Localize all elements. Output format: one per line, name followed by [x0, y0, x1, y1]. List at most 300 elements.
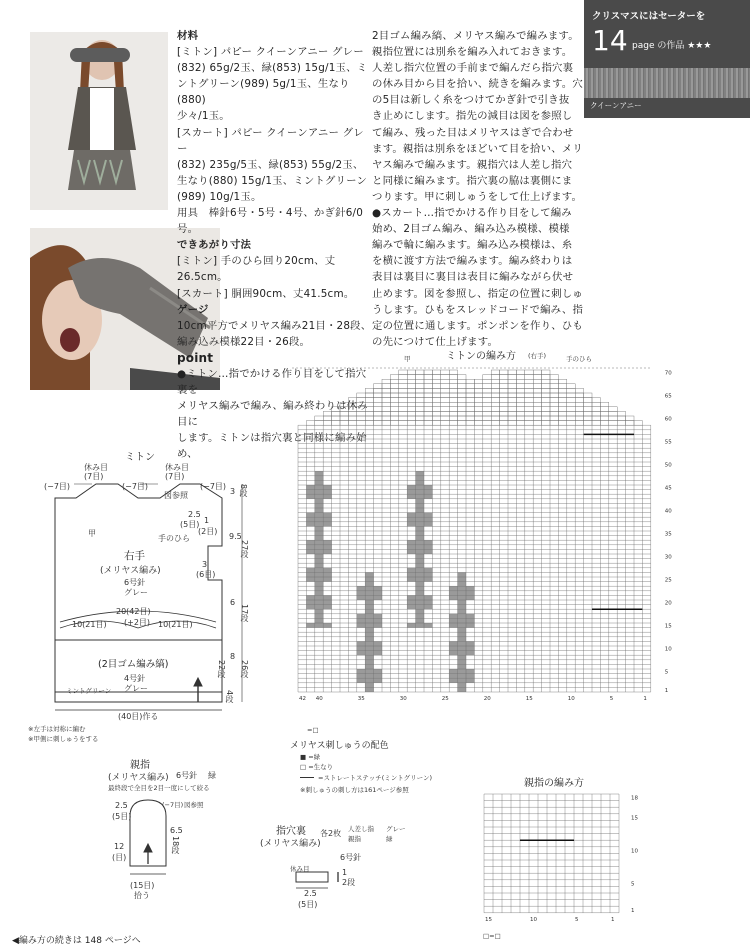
chart-fill-cell: [416, 549, 424, 554]
thumb-h1s: 18段: [171, 836, 180, 855]
finger-hole-rows-b: 2段: [342, 878, 356, 887]
chart-thumb-row-label: 1: [631, 907, 635, 914]
mitten-h5a: 22段: [217, 660, 226, 679]
chart-fill-cell: [365, 582, 373, 587]
mitten-h3a: 6: [230, 598, 236, 607]
chart-fill-cell: [416, 595, 424, 600]
chart-fill-cell: [306, 494, 314, 499]
chart-fill-cell: [449, 614, 457, 619]
chart-fill-cell: [449, 595, 457, 600]
chart-main-row-label: 35: [664, 531, 672, 538]
materials-skirt-4: (989) 10g/1玉。: [177, 190, 262, 203]
mitten-color-rib: グレー: [124, 684, 148, 693]
chart-fill-cell: [357, 669, 365, 674]
chart-fill-cell: [365, 687, 373, 692]
chart-fill-cell: [374, 586, 382, 591]
chart-fill-cell: [416, 471, 424, 476]
chart-fill-cell: [424, 517, 432, 522]
chart-main-col-label: 1: [643, 696, 647, 702]
chart-fill-cell: [315, 609, 323, 614]
materials-skirt-3: 生なり(880) 15g/1玉、ミントグリーン: [177, 174, 368, 187]
chart-main-legend-2: □ =生なり: [300, 763, 334, 771]
chart-fill-cell: [458, 660, 466, 665]
footer-continue[interactable]: ◀編み方の続きは 148 ページへ: [12, 936, 141, 946]
instructions-column: [372, 28, 584, 350]
chart-fill-cell: [407, 490, 415, 495]
mitten-width-mid: (+2目): [124, 618, 151, 627]
chart-fill-cell: [416, 536, 424, 541]
chart-fill-cell: [315, 490, 323, 495]
chart-fill-cell: [357, 641, 365, 646]
chart-fill-cell: [458, 655, 466, 660]
thumb-bottom2: 拾う: [134, 891, 150, 900]
chart-fill-cell: [466, 646, 474, 651]
chart-main-legend-1: ■ =緑: [300, 753, 321, 761]
mitten-d3s: (6目): [196, 570, 216, 579]
mitten-needle-main: 6号針: [124, 578, 146, 587]
materials-tools: 用具 棒針6号・5号・4号、かぎ針6/0号。: [177, 207, 364, 236]
chart-fill-cell: [416, 618, 424, 623]
chart-fill-cell: [449, 674, 457, 679]
chart-fill-cell: [323, 568, 331, 573]
chart-fill-cell: [315, 549, 323, 554]
chart-fill-cell: [323, 494, 331, 499]
thumb-needle: 6号針: [176, 771, 198, 780]
chart-fill-cell: [458, 605, 466, 610]
chart-fill-cell: [306, 517, 314, 522]
thumb-chart-lines: [484, 794, 619, 913]
thumb-ref: 図参照: [184, 801, 204, 809]
chart-fill-cell: [315, 517, 323, 522]
chart-fill-cell: [374, 651, 382, 656]
chart-fill-cell: [416, 494, 424, 499]
chart-fill-cell: [416, 499, 424, 504]
chart-fill-cell: [449, 646, 457, 651]
chart-fill-cell: [374, 646, 382, 651]
chart-fill-cell: [315, 595, 323, 600]
chart-fill-cell: [374, 678, 382, 683]
instruction-line: ヤス編みで編みます。親指穴は人差し指穴: [372, 158, 573, 171]
chart-fill-cell: [315, 480, 323, 485]
chart-fill-cell: [407, 572, 415, 577]
chart-fill-cell: [365, 628, 373, 633]
chart-thumb-col-label: 10: [530, 916, 537, 923]
mitten-width-half-r: 10(21目): [158, 620, 193, 629]
chart-fill-cell: [466, 678, 474, 683]
chart-fill-cell: [315, 476, 323, 481]
point-line-1: ●ミトン…指でかける作り目をして指穴裏を: [177, 367, 367, 397]
mitten-back: 甲: [88, 529, 96, 538]
chart-fill-cell: [374, 674, 382, 679]
chart-main-legend-empty: =□: [307, 726, 319, 734]
chart-fill-cell: [466, 669, 474, 674]
thumb-title: 親指: [130, 760, 150, 771]
chart-fill-cell: [365, 609, 373, 614]
chart-fill-cell: [407, 513, 415, 518]
yarn-name: クイーンアニー: [590, 101, 642, 110]
size-heading: できあがり寸法: [177, 239, 252, 252]
header-page-num: 14: [592, 24, 628, 57]
instruction-line: 人差し指穴位置の手前まで編んだら指穴裏: [372, 62, 574, 75]
chart-fill-cell: [424, 572, 432, 577]
chart-main-col-label: 15: [525, 696, 533, 702]
chart-fill-cell: [323, 577, 331, 582]
mitten-d3: 3: [202, 560, 208, 569]
chart-fill-cell: [323, 549, 331, 554]
chart-fill-cell: [449, 641, 457, 646]
thumb-dec: (−7目): [162, 801, 184, 809]
chart-fill-cell: [416, 559, 424, 564]
chart-fill-cell: [323, 490, 331, 495]
materials-mitten-4: 少々/1玉。: [177, 110, 230, 123]
thumb-w1: 2.5: [115, 801, 128, 810]
chart-fill-cell: [458, 637, 466, 642]
chart-fill-cell: [365, 683, 373, 688]
mitten-h1a: 3: [230, 487, 236, 496]
chart-fill-cell: [357, 614, 365, 619]
yarn-sample: [584, 68, 750, 98]
chart-fill-cell: [416, 605, 424, 610]
finger-hole-rest: 休み目: [290, 865, 310, 873]
mitten-mint: ミントグリーン: [66, 687, 112, 695]
chart-fill-cell: [458, 595, 466, 600]
chart-fill-cell: [365, 646, 373, 651]
main-chart-grid: [290, 360, 710, 725]
chart-fill-cell: [424, 513, 432, 518]
finger-hole-count: 各2枚: [320, 829, 342, 838]
chart-fill-cell: [416, 614, 424, 619]
chart-fill-cell: [315, 600, 323, 605]
chart-fill-cell: [315, 554, 323, 559]
mitten-h2b: 27段: [240, 540, 249, 559]
chart-fill-cell: [323, 513, 331, 518]
mitten-schematic-title: ミトン: [125, 452, 155, 463]
chart-fill-cell: [424, 545, 432, 550]
chart-fill-cell: [365, 605, 373, 610]
thumb-w1s: (5目): [112, 812, 132, 821]
chart-fill-cell: [416, 490, 424, 495]
chart-fill-cell: [315, 586, 323, 591]
instruction-line: き止めにします。指先の減目は図を参照し: [372, 110, 573, 123]
thumb-note: 最終段で全目を2目一度にして絞る: [108, 784, 210, 792]
photo-model-full: [30, 32, 168, 210]
mitten-h5b: 4段: [225, 690, 234, 704]
instruction-line: 定の位置に通します。ポンポンを作り、ひも: [372, 319, 583, 332]
chart-fill-cell: [458, 669, 466, 674]
materials-skirt-2: (832) 235g/5玉、緑(853) 55g/2玉、: [177, 158, 364, 171]
chart-thumb-col-label: 1: [611, 916, 615, 923]
thumb-bottom: (15目): [130, 881, 155, 890]
mitten-width-half-l: 10(21目): [72, 620, 107, 629]
chart-fill-cell: [315, 503, 323, 508]
instruction-line: 編みで輪に編みます。編み込み模様は、糸: [372, 239, 573, 252]
chart-fill-cell: [449, 623, 457, 628]
main-chart-lines: [298, 425, 651, 692]
chart-main-back: 甲: [404, 355, 411, 363]
chart-fill-cell: [323, 605, 331, 610]
mitten-d1: 2.5: [188, 510, 201, 519]
materials-heading: 材料: [177, 30, 199, 42]
instruction-line: ●スカート…指でかける作り目をして編み: [372, 207, 572, 220]
chart-fill-cell: [416, 568, 424, 573]
instruction-line: を横に渡す方法で編みます。編み終わりは: [372, 255, 573, 268]
chart-fill-cell: [416, 545, 424, 550]
chart-fill-cell: [466, 586, 474, 591]
chart-fill-cell: [365, 674, 373, 679]
instruction-line: うします。ひもをスレッドコードで編み、指: [372, 303, 584, 316]
chart-fill-cell: [458, 683, 466, 688]
thumb-left-b: (目): [112, 853, 127, 862]
chart-main-row-label: 50: [664, 462, 672, 469]
chart-fill-cell: [315, 577, 323, 582]
size-skirt: [スカート] 胴囲90cm、丈41.5cm。: [177, 287, 355, 300]
thumb-h1: 6.5: [170, 826, 183, 835]
chart-fill-cell: [323, 522, 331, 527]
chart-fill-cell: [416, 591, 424, 596]
chart-fill-cell: [416, 609, 424, 614]
finger-hole-stitch: (メリヤス編み): [260, 839, 321, 849]
chart-fill-cell: [357, 674, 365, 679]
chart-main-row-label: 55: [664, 439, 672, 446]
chart-fill-cell: [365, 632, 373, 637]
chart-fill-cell: [315, 568, 323, 573]
chart-main-row-label: 5: [664, 669, 669, 676]
chart-fill-cell: [315, 545, 323, 550]
chart-main-col-label: 30: [399, 696, 407, 702]
chart-fill-cell: [306, 595, 314, 600]
mitten-stitch-main: (メリヤス編み): [100, 566, 161, 576]
chart-fill-cell: [416, 517, 424, 522]
instruction-line: と同様に編みます。指穴裏の脇は裏側にま: [372, 174, 573, 187]
chart-fill-cell: [416, 600, 424, 605]
chart-fill-cell: [315, 471, 323, 476]
chart-fill-cell: [365, 623, 373, 628]
chart-fill-cell: [424, 549, 432, 554]
chart-fill-cell: [315, 605, 323, 610]
chart-thumb-title: 親指の編み方: [524, 778, 584, 789]
chart-fill-cell: [466, 641, 474, 646]
chart-fill-cell: [449, 669, 457, 674]
chart-main-col-label: 25: [441, 696, 449, 702]
chart-fill-cell: [458, 641, 466, 646]
chart-thumb-row-label: 5: [631, 881, 635, 888]
chart-main-row-label: 40: [664, 508, 672, 515]
chart-fill-cell: [365, 577, 373, 582]
chart-fill-cell: [458, 582, 466, 587]
chart-fill-cell: [315, 618, 323, 623]
chart-fill-cell: [424, 540, 432, 545]
instruction-line: 始め、2目ゴム編み、編み込み模様、模様: [372, 223, 570, 236]
chart-fill-cell: [424, 522, 432, 527]
finger-hole-rows-a: 1: [342, 868, 348, 877]
chart-fill-cell: [416, 526, 424, 531]
chart-fill-cell: [416, 513, 424, 518]
chart-fill-cell: [407, 605, 415, 610]
chart-fill-cell: [416, 582, 424, 587]
chart-fill-cell: [306, 545, 314, 550]
chart-fill-cell: [323, 572, 331, 577]
chart-fill-cell: [458, 614, 466, 619]
instruction-line: 2目ゴム編み縞、メリヤス編みで編みます。: [372, 30, 579, 42]
chart-fill-cell: [458, 674, 466, 679]
chart-fill-cell: [449, 651, 457, 656]
chart-fill-cell: [357, 623, 365, 628]
chart-fill-cell: [407, 595, 415, 600]
mitten-rest-right-count: (7目): [165, 472, 185, 481]
chart-fill-cell: [365, 600, 373, 605]
thumb-chart-grid: [474, 788, 654, 928]
chart-fill-cell: [323, 485, 331, 490]
chart-fill-cell: [306, 549, 314, 554]
mitten-dec-left: (−7目): [44, 482, 71, 491]
chart-fill-cell: [306, 485, 314, 490]
chart-fill-cell: [365, 651, 373, 656]
chart-fill-cell: [315, 536, 323, 541]
instruction-line: の5目は新しく糸をつけてかぎ針で引き抜: [372, 94, 570, 107]
chart-fill-cell: [424, 490, 432, 495]
chart-fill-cell: [365, 660, 373, 665]
chart-thumb-legend: □=□: [483, 932, 501, 940]
chart-fill-cell: [315, 559, 323, 564]
chart-fill-cell: [458, 664, 466, 669]
instruction-line: 親指位置には別糸を編み入れておきます。: [372, 46, 573, 59]
mitten-dec-mid: (−7目): [122, 482, 149, 491]
chart-fill-cell: [306, 540, 314, 545]
mitten-note-1: ※左手は対称に編む: [28, 725, 86, 733]
chart-fill-cell: [458, 678, 466, 683]
chart-fill-cell: [315, 526, 323, 531]
chart-fill-cell: [458, 600, 466, 605]
chart-fill-cell: [306, 522, 314, 527]
chart-fill-cell: [407, 485, 415, 490]
chart-fill-cell: [466, 614, 474, 619]
chart-fill-cell: [466, 591, 474, 596]
instruction-line: の休み目から目を拾い、続きを編みます。穴: [372, 78, 583, 91]
chart-fill-cell: [407, 568, 415, 573]
thumb-stitch: (メリヤス編み): [108, 773, 169, 783]
finger-hole-item2: 親指: [348, 835, 361, 843]
chart-fill-cell: [315, 540, 323, 545]
mitten-ref: 図参照: [164, 491, 188, 500]
chart-main-row-label: 10: [664, 646, 672, 653]
chart-fill-cell: [357, 646, 365, 651]
mitten-h2a: 9.5: [229, 532, 242, 541]
chart-fill-cell: [323, 540, 331, 545]
chart-fill-cell: [374, 618, 382, 623]
chart-fill-cell: [416, 572, 424, 577]
instruction-line: 表目は裏目に裏目は表目に編みながら伏せ: [372, 271, 574, 284]
chart-main-row-label: 1: [664, 688, 669, 694]
chart-fill-cell: [424, 577, 432, 582]
mitten-h3b: 17段: [240, 604, 249, 623]
chart-fill-cell: [458, 632, 466, 637]
chart-main-legend-title: メリヤス刺しゅうの配色: [290, 741, 389, 751]
chart-fill-cell: [365, 586, 373, 591]
chart-fill-cell: [365, 641, 373, 646]
chart-main-row-label: 65: [664, 393, 672, 400]
mitten-cast-on: (40目)作る: [118, 712, 159, 721]
mitten-d1s: (5目): [180, 520, 200, 529]
chart-fill-cell: [306, 600, 314, 605]
instruction-line: の先につけて仕上げます。: [372, 335, 499, 348]
legend-line: [300, 777, 314, 778]
chart-fill-cell: [374, 595, 382, 600]
chart-fill-cell: [315, 508, 323, 513]
chart-fill-cell: [458, 628, 466, 633]
chart-fill-cell: [458, 623, 466, 628]
chart-fill-cell: [374, 623, 382, 628]
mitten-d2: 1: [204, 516, 210, 525]
chart-fill-cell: [458, 586, 466, 591]
chart-fill-cell: [424, 623, 432, 628]
chart-fill-cell: [424, 595, 432, 600]
chart-fill-cell: [416, 485, 424, 490]
chart-fill-cell: [315, 522, 323, 527]
mitten-width-total: 20(42目): [116, 607, 151, 616]
mitten-h1b: 8段: [239, 484, 248, 498]
materials-skirt-1: [スカート] パピー クイーンアニー グレー: [177, 126, 364, 155]
chart-fill-cell: [458, 591, 466, 596]
chart-fill-cell: [449, 678, 457, 683]
chart-fill-cell: [416, 480, 424, 485]
mitten-rest-right: 休み目: [165, 463, 189, 472]
chart-fill-cell: [416, 540, 424, 545]
chart-fill-cell: [407, 545, 415, 550]
mitten-h4a: 8: [230, 652, 236, 661]
chart-fill-cell: [374, 591, 382, 596]
chart-fill-cell: [365, 618, 373, 623]
mitten-color-main: グレー: [124, 588, 148, 597]
chart-fill-cell: [315, 623, 323, 628]
chart-fill-cell: [416, 522, 424, 527]
chart-main-row-label: 45: [664, 485, 672, 492]
chart-thumb-row-label: 15: [631, 815, 638, 822]
chart-main-row-label: 60: [664, 416, 672, 423]
chart-fill-cell: [416, 623, 424, 628]
header-tag: クリスマスにはセーターを: [592, 11, 706, 22]
chart-fill-cell: [365, 591, 373, 596]
model-illustration: [30, 32, 168, 210]
chart-main-col-label: 40: [315, 696, 323, 702]
chart-fill-cell: [458, 651, 466, 656]
chart-fill-cell: [449, 618, 457, 623]
chart-fill-cell: [449, 586, 457, 591]
gauge-line-1: 10cm平方でメリヤス編み21目・28段、: [177, 319, 372, 332]
chart-fill-cell: [416, 503, 424, 508]
chart-fill-cell: [357, 591, 365, 596]
chart-fill-cell: [449, 591, 457, 596]
chart-fill-cell: [323, 517, 331, 522]
chart-fill-cell: [315, 499, 323, 504]
finger-hole-item1: 人差し指: [348, 825, 374, 833]
chart-fill-cell: [458, 687, 466, 692]
finger-hole-dims: (5目): [298, 900, 318, 909]
chart-fill-cell: [424, 494, 432, 499]
chart-thumb-row-label: 10: [631, 848, 638, 855]
materials-mitten-1: [ミトン] パピー クイーンアニー グレー: [177, 46, 364, 59]
chart-fill-cell: [315, 591, 323, 596]
chart-fill-cell: [315, 494, 323, 499]
chart-fill-cell: [323, 623, 331, 628]
chart-fill-cell: [416, 531, 424, 536]
chart-fill-cell: [466, 595, 474, 600]
chart-main-row-label: 20: [664, 600, 672, 607]
chart-fill-cell: [365, 614, 373, 619]
chart-fill-cell: [466, 618, 474, 623]
main-chart-top: [306, 370, 642, 425]
chart-fill-cell: [416, 563, 424, 568]
finger-hole-needle: 6号針: [340, 853, 362, 862]
